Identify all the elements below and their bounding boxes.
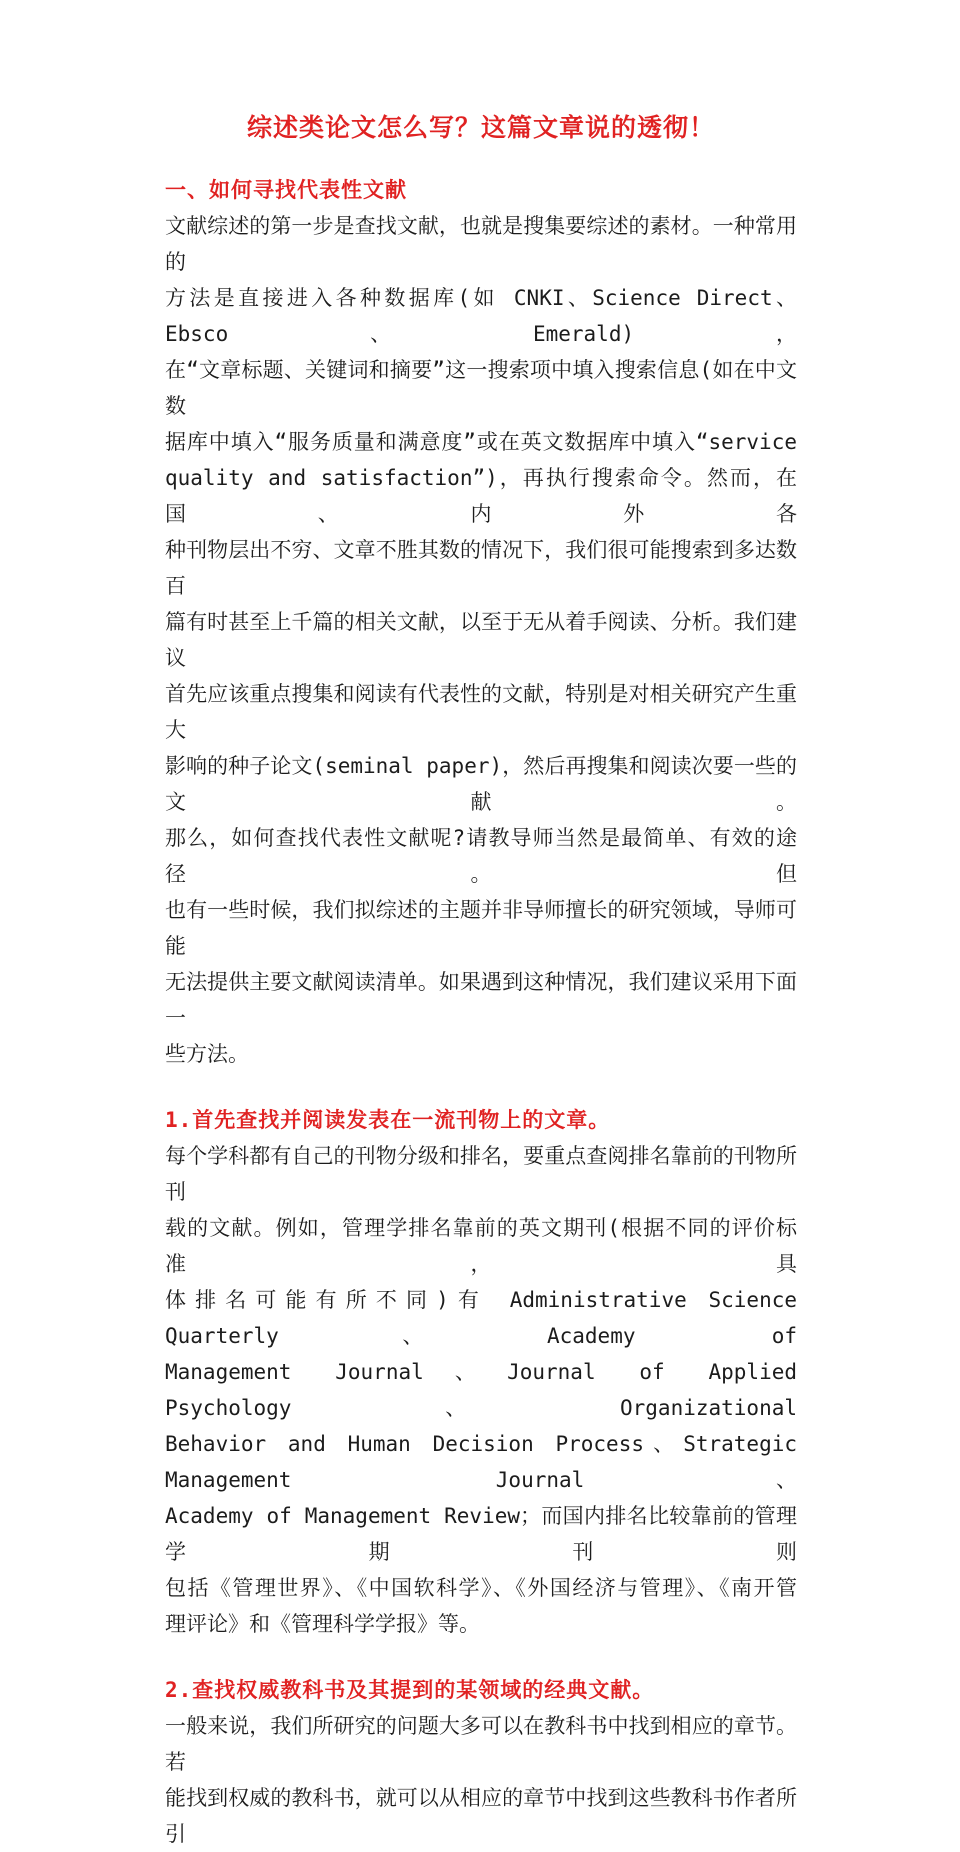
body-line: 那么，如何查找代表性文献呢?请教导师当然是最简单、有效的途径。但 [165, 826, 797, 886]
subheading-1: 1.首先查找并阅读发表在一流刊物上的文章。 [165, 1108, 611, 1132]
body-line: 在“文章标题、关键词和摘要”这一搜索项中填入搜索信息(如在中文数 [165, 358, 797, 418]
paragraph-2 [165, 1138, 797, 1642]
body-line: 影响的种子论文(seminal paper)，然后再搜集和阅读次要一些的文献。 [165, 754, 797, 814]
body-line: 体排名可能有所不同)有 Administrative Science Quarterly、Academy of [165, 1288, 797, 1348]
body-line: 些方法。 [165, 1042, 249, 1066]
subheading-2: 2.查找权威教科书及其提到的某领域的经典文献。 [165, 1678, 655, 1702]
body-line: 方法是直接进入各种数据库(如 CNKI、Science Direct、Ebsco、Emerald)， [165, 286, 797, 346]
body-line: 种刊物层出不穷、文章不胜其数的情况下，我们很可能搜索到多达数百 [165, 538, 797, 598]
section-heading-1: 一、如何寻找代表性文献 [165, 178, 407, 202]
body-line: 每个学科都有自己的刊物分级和排名，要重点查阅排名靠前的刊物所刊 [165, 1144, 797, 1204]
body-line: 文献综述的第一步是查找文献，也就是搜集要综述的素材。一种常用的 [165, 214, 797, 274]
body-line: 包括《管理世界》、《中国软科学》、《外国经济与管理》、《南开管 [165, 1576, 797, 1600]
body-line: 首先应该重点搜集和阅读有代表性的文献，特别是对相关研究产生重大 [165, 682, 797, 742]
paragraph-1 [165, 208, 797, 1072]
body-line: 也有一些时候，我们拟综述的主题并非导师擅长的研究领域，导师可能 [165, 898, 797, 958]
article-title: 综述类论文怎么写？这篇文章说的透彻！ [246, 113, 715, 142]
paragraph-3 [165, 1708, 797, 1852]
body-line: 能找到权威的教科书，就可以从相应的章节中找到这些教科书作者所引 [165, 1786, 797, 1846]
body-line: 篇有时甚至上千篇的相关文献，以至于无从着手阅读、分析。我们建议 [165, 610, 797, 670]
body-line: 载的文献。例如，管理学排名靠前的英文期刊(根据不同的评价标准，具 [165, 1216, 797, 1276]
body-line: 理评论》和《管理科学学报》等。 [165, 1612, 480, 1636]
body-line: Academy of Management Review；而国内排名比较靠前的管理学期刊则 [165, 1504, 797, 1564]
body-line: 一般来说，我们所研究的问题大多可以在教科书中找到相应的章节。若 [165, 1714, 797, 1774]
body-line: quality and satisfaction”)，再执行搜索命令。然而，在国、内外各 [165, 466, 797, 526]
body-line: Management Journal、Journal of Applied Psychology、Organizational [165, 1360, 797, 1420]
body-line: 据库中填入“服务质量和满意度”或在英文数据库中填入“service [165, 430, 797, 454]
body-line: 无法提供主要文献阅读清单。如果遇到这种情况，我们建议采用下面一 [165, 970, 797, 1030]
body-line: Behavior and Human Decision Process、Strategic Management Journal、 [165, 1432, 797, 1492]
